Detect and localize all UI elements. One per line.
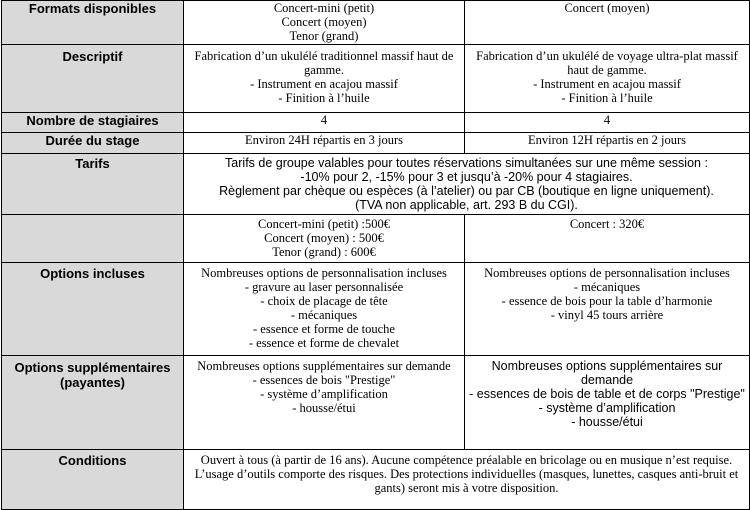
cell-line: Concert-mini (petit) :500€ [258,217,390,231]
cell-line: Concert : 320€ [569,217,645,231]
cell-col2: 4 [465,113,750,133]
cell-line: - essence et forme de chevalet [248,336,400,350]
cell-line: - essences de bois de table et de corps "Prestige" [469,387,745,401]
cell-merged [184,450,750,510]
cell-line: - Instrument en acajou massif [250,77,398,91]
cell-line: Tenor (grand) : 600€ [272,245,376,259]
cell-line: - Finition à l’huile [561,91,653,105]
cell-col2 [465,263,750,356]
cell-col2 [465,356,750,450]
row-options-incluses [2,263,750,356]
cell-line: Nombreuses options supplémentaires sur demande [197,359,451,373]
cell-line: - vinyl 45 tours arrière [550,308,664,322]
cell-col2 [465,1,750,45]
cell-line: - Instrument en acajou massif [533,77,681,91]
cell-line: Nombreuses options de personnalisation incluses [484,266,730,280]
row-formats [2,1,750,45]
cell-line: - gravure au laser personnalisée [244,280,404,294]
cell-line: Nombreuses options supplémentaires sur demande [491,359,723,387]
cell-col1 [184,356,465,450]
cell-merged [184,154,750,215]
cell-col1: 4 [184,113,465,133]
cell-line: - mécaniques [573,280,641,294]
row-tarifs [2,154,750,215]
cell-col1 [184,215,465,263]
row-label: Conditions [2,450,184,510]
cell-line: Tenor (grand) [289,29,359,43]
cell-col1: Environ 24H répartis en 3 jours [184,133,465,154]
row-prix [2,215,750,263]
cell-line: (TVA non applicable, art. 293 B du CGI). [355,198,578,212]
row-label: Tarifs [2,154,184,215]
cell-line: - essences de bois "Prestige" [252,373,396,387]
row-label: Nombre de stagiaires [2,113,184,133]
cell-line: Concert-mini (petit) [273,1,375,15]
cell-line: - mécaniques [290,308,358,322]
row-label [2,215,184,263]
cell-line: - Finition à l’huile [278,91,370,105]
cell-line: Ouvert à tous (à partir de 16 ans). Aucune compétence préalable en bricolage ou en musique n’est requise. [200,453,733,467]
cell-line: Fabrication d’un ukulélé de voyage ultra-plat massif haut de gamme. [476,49,738,77]
cell-line: - housse/étui [292,401,356,415]
cell-col2 [465,45,750,113]
cell-col2: Environ 12H répartis en 2 jours [465,133,750,154]
cell-line: - essence et forme de touche [253,322,395,336]
cell-line: -10% pour 2, -15% pour 3 et jusqu’à -20% pour 4 stagiaires. [300,170,633,184]
cell-line: Fabrication d’un ukulélé traditionnel massif haut de gamme. [194,49,454,77]
cell-line: Tarifs de groupe valables pour toutes réservations simultanées sur une même session : [225,156,708,170]
row-options-supplementaires [2,356,750,450]
cell-line: L’usage d’outils comporte des risques. Des protections individuelles (masques, lunettes, casques anti-bruit et gants) seront mis à votre disposition. [194,467,739,495]
cell-col1 [184,45,465,113]
cell-col1 [184,1,465,45]
cell-line: - système d’amplification [538,401,676,415]
row-conditions [2,450,750,510]
cell-line: - housse/étui [571,415,643,429]
row-label: Durée du stage [2,133,184,154]
cell-line: Concert (moyen) [281,15,367,29]
row-duree [2,133,750,154]
cell-line: Concert (moyen) [564,1,650,15]
row-label: Descriptif [2,45,184,113]
cell-line: Concert (moyen) : 500€ [264,231,384,245]
row-label: Options supplémentaires (payantes) [2,356,184,450]
cell-col1 [184,263,465,356]
cell-line: - système d’amplification [260,387,388,401]
cell-line: - choix de placage de tête [260,294,388,308]
cell-line: Règlement par chèque ou espèces (à l’atelier) ou par CB (boutique en ligne uniquement). [219,184,714,198]
stage-info-table [1,0,750,510]
row-label: Options incluses [2,263,184,356]
row-stagiaires [2,113,750,133]
cell-line: - essence de bois pour la table d’harmonie [501,294,713,308]
cell-col2 [465,215,750,263]
row-descriptif [2,45,750,113]
row-label: Formats disponibles [2,1,184,45]
cell-line: Nombreuses options de personnalisation incluses [201,266,447,280]
